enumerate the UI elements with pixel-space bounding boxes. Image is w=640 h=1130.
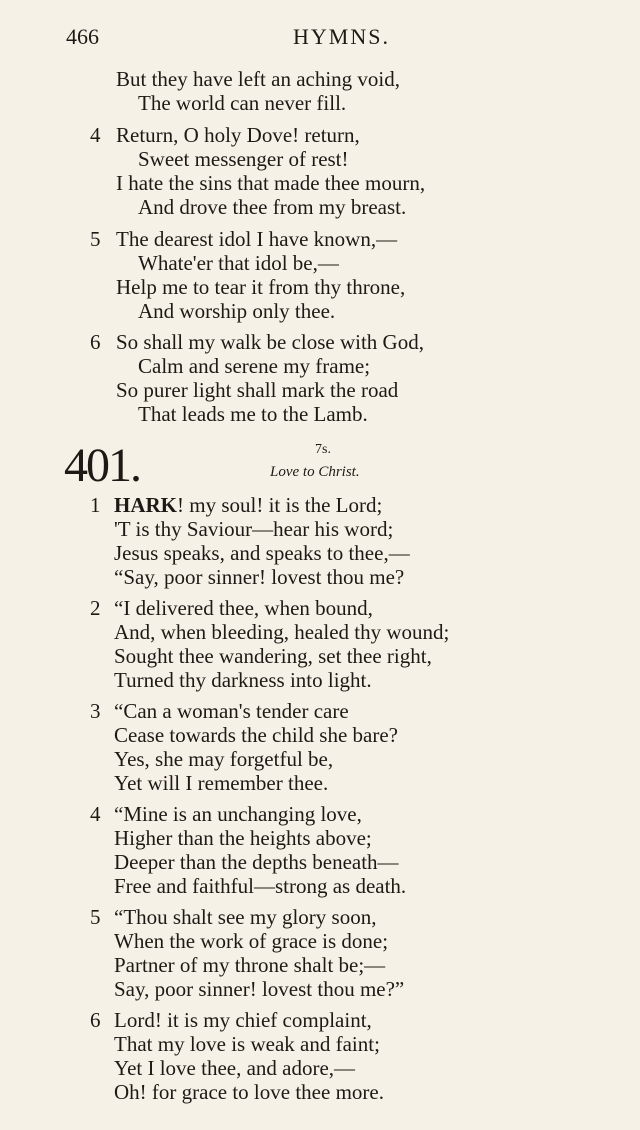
verse-number: 3	[90, 699, 101, 723]
verse-line: “I delivered thee, when bound,	[114, 596, 373, 620]
verse-number: 5	[90, 905, 101, 929]
verse-line: The dearest idol I have known,—	[116, 227, 398, 251]
verse-line: “Mine is an unchanging love,	[114, 802, 362, 826]
verse-line: Lord! it is my chief complaint,	[114, 1008, 372, 1032]
hymn-meter: 7s.	[315, 442, 331, 457]
verse-line: Higher than the heights above;	[114, 826, 372, 850]
verse-line: Partner of my throne shalt be;—	[114, 953, 386, 977]
verse-line: And drove thee from my breast.	[138, 195, 407, 219]
verse-line: Whate'er that idol be,—	[138, 251, 339, 275]
first-word: HARK	[114, 493, 177, 517]
verse-line: Deeper than the depths beneath—	[114, 850, 399, 874]
verse-line: 'T is thy Saviour—hear his word;	[114, 517, 394, 541]
verse-line: But they have left an aching void,	[116, 67, 401, 91]
verse-line: So shall my walk be close with God,	[116, 330, 424, 354]
verse-number: 6	[90, 330, 101, 354]
verse-line	[114, 493, 382, 517]
verse-line: Yes, she may forgetful be,	[114, 747, 334, 771]
verse-line: Calm and serene my frame;	[138, 354, 371, 378]
verse-line: Sweet messenger of rest!	[138, 147, 349, 171]
verse-number: 5	[90, 227, 101, 251]
verse-number: 6	[90, 1008, 101, 1032]
verse-line: And, when bleeding, healed thy wound;	[114, 620, 450, 644]
verse-line: “Can a woman's tender care	[114, 699, 349, 723]
verse-line: Cease towards the child she bare?	[114, 723, 398, 747]
verse-line-rest: ! my soul! it is the Lord;	[177, 493, 383, 517]
verse-line: Yet will I remember thee.	[114, 771, 329, 795]
verse-line: That leads me to the Lamb.	[138, 402, 368, 426]
verse-line: I hate the sins that made thee mourn,	[116, 171, 426, 195]
verse-line: Sought thee wandering, set thee right,	[114, 644, 432, 668]
verse-line: “Thou shalt see my glory soon,	[114, 905, 377, 929]
verse-number: 4	[90, 802, 101, 826]
running-title: HYMNS.	[293, 24, 390, 49]
verse-line: Yet I love thee, and adore,—	[114, 1056, 356, 1080]
verse-line: Help me to tear it from thy throne,	[116, 275, 406, 299]
verse-line: So purer light shall mark the road	[116, 378, 399, 402]
verse-line: The world can never fill.	[138, 91, 347, 115]
verse-line: Turned thy darkness into light.	[114, 668, 372, 692]
verse-line: And worship only thee.	[138, 299, 336, 323]
hymn-number: 401.	[64, 439, 140, 492]
verse-line: Jesus speaks, and speaks to thee,—	[114, 541, 410, 565]
verse-line: Oh! for grace to love thee more.	[114, 1080, 384, 1104]
hymn-title: Love to Christ.	[270, 464, 360, 480]
verse-line: “Say, poor sinner! lovest thou me?	[114, 565, 405, 589]
verse-number: 4	[90, 123, 101, 147]
verse-line: That my love is weak and faint;	[114, 1032, 380, 1056]
page-number: 466	[66, 24, 99, 49]
page-header	[66, 24, 626, 56]
verse-line: Free and faithful—strong as death.	[114, 874, 407, 898]
verse-line: Return, O holy Dove! return,	[116, 123, 360, 147]
verse-number: 2	[90, 596, 101, 620]
verse-number: 1	[90, 493, 101, 517]
verse-line: Say, poor sinner! lovest thou me?”	[114, 977, 405, 1001]
verse-line: When the work of grace is done;	[114, 929, 389, 953]
